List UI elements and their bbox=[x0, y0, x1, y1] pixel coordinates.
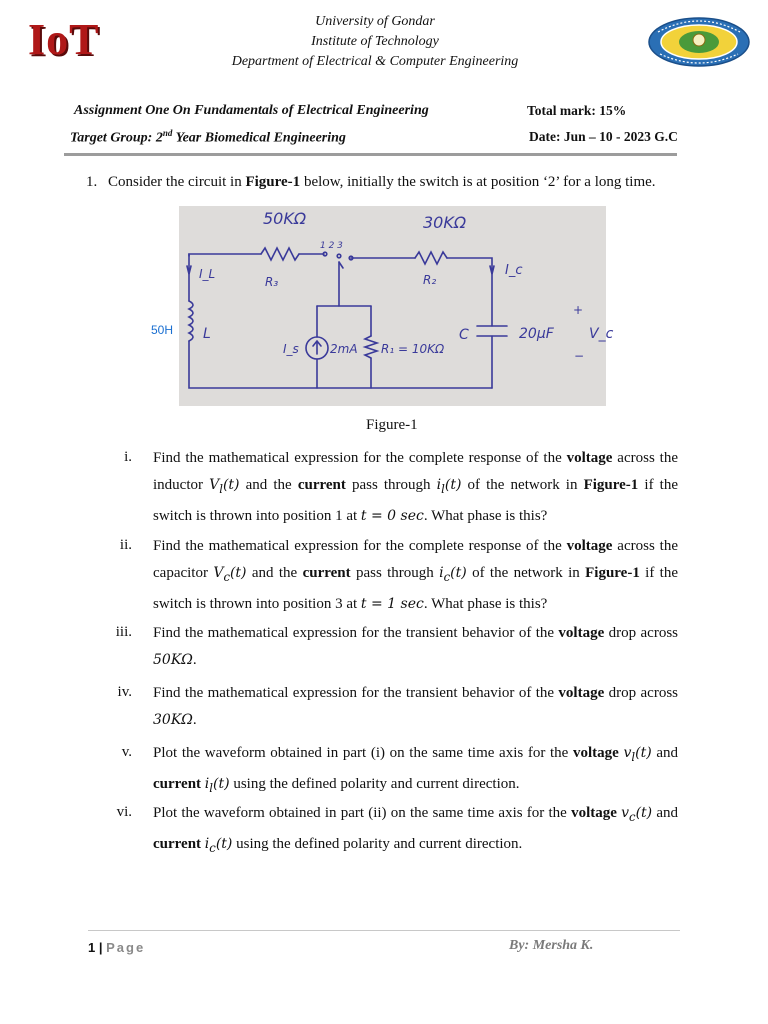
label-ic: I_c bbox=[505, 263, 523, 278]
math-symbol: i bbox=[204, 775, 210, 792]
item-text bbox=[153, 740, 678, 802]
item-number: ii. bbox=[119, 537, 132, 553]
department-name: Department of Electrical & Computer Engineering bbox=[231, 54, 519, 69]
target-group-suffix: Year Biomedical Engineering bbox=[172, 130, 346, 146]
text: drop across bbox=[604, 685, 679, 701]
institute-name: Institute of Technology bbox=[311, 34, 439, 49]
math-sub: l bbox=[219, 481, 223, 496]
text: and bbox=[651, 745, 678, 761]
emphasis: current bbox=[297, 477, 346, 493]
text: and the bbox=[239, 477, 298, 493]
math-sub: c bbox=[443, 569, 451, 584]
emphasis: current bbox=[153, 775, 202, 792]
math-tail: (t) bbox=[450, 565, 467, 581]
footer-divider bbox=[88, 930, 680, 931]
math-sub: c bbox=[209, 840, 216, 855]
label-inductor-name: L bbox=[203, 326, 211, 342]
math-il bbox=[436, 477, 462, 496]
emphasis: Figure-1 bbox=[585, 565, 640, 581]
question-text-before: Consider the circuit in bbox=[108, 174, 246, 190]
label-r3-name: R₃ bbox=[265, 275, 279, 289]
text: pass through bbox=[350, 565, 440, 581]
text: if the switch is thrown into position 3 at bbox=[153, 565, 679, 612]
text: across the capacitor bbox=[153, 538, 678, 581]
inductor-value-label: 50H bbox=[151, 323, 174, 337]
text: Plot the waveform obtained in part (ii) on the same time axis for the bbox=[153, 805, 572, 821]
item-text bbox=[153, 680, 678, 734]
date: Date: Jun – 10 - 2023 G.C bbox=[529, 129, 678, 144]
item-text bbox=[153, 533, 678, 618]
math-tail: (t) bbox=[215, 835, 233, 852]
label-plus: + bbox=[573, 303, 584, 317]
math-vl bbox=[209, 477, 240, 496]
text: of the network in bbox=[466, 565, 586, 581]
math-symbol: i bbox=[204, 835, 210, 852]
emphasis: voltage bbox=[558, 685, 605, 701]
page-number-value: 1 bbox=[88, 940, 96, 955]
text: if the switch is thrown into position 1 at bbox=[153, 477, 679, 524]
math-vc bbox=[621, 805, 653, 824]
emphasis: voltage bbox=[571, 805, 617, 821]
item-number: vi. bbox=[116, 804, 132, 820]
math-time: t = 1 sec bbox=[360, 595, 424, 612]
text: . bbox=[192, 652, 197, 668]
circuit-diagram bbox=[179, 206, 614, 406]
label-cap-name: C bbox=[459, 327, 469, 343]
emphasis: voltage bbox=[566, 538, 613, 554]
label-r2-name: R₂ bbox=[423, 273, 437, 287]
math-ic bbox=[439, 565, 467, 584]
text: Plot the waveform obtained in part (i) on the same time axis for the bbox=[153, 745, 573, 761]
math-tail: (t) bbox=[635, 745, 652, 761]
math-sub: c bbox=[629, 809, 636, 824]
math-resistance: 50KΩ bbox=[153, 652, 193, 668]
emphasis: current bbox=[302, 565, 351, 581]
page-word: Page bbox=[106, 940, 146, 955]
university-seal-icon bbox=[648, 16, 750, 68]
target-group-sup: nd bbox=[162, 128, 173, 138]
emphasis: voltage bbox=[566, 450, 613, 466]
text: Find the mathematical expression for the transient behavior of the bbox=[153, 685, 559, 701]
text: . bbox=[192, 712, 197, 728]
item-text bbox=[153, 620, 678, 674]
label-is-value: 2mA bbox=[330, 342, 358, 356]
text: and bbox=[652, 805, 678, 821]
question-number: 1. bbox=[86, 174, 98, 190]
text: Find the mathematical expression for the transient behavior of the bbox=[153, 625, 559, 641]
figure-reference: Figure-1 bbox=[245, 174, 301, 190]
page-number bbox=[88, 940, 145, 955]
assignment-title: Assignment One On Fundamentals of Electrical Engineering bbox=[74, 103, 429, 118]
page-separator: | bbox=[95, 940, 107, 955]
emphasis: current bbox=[153, 835, 202, 852]
question-text bbox=[108, 174, 656, 191]
item-number: i. bbox=[124, 449, 132, 465]
math-vl bbox=[623, 745, 652, 764]
math-sub: l bbox=[441, 481, 445, 496]
label-is: I_s bbox=[283, 342, 299, 356]
math-tail: (t) bbox=[222, 477, 240, 493]
math-symbol: i bbox=[436, 477, 442, 493]
math-sub: c bbox=[223, 569, 230, 584]
emphasis: Figure-1 bbox=[583, 477, 639, 493]
university-name: University of Gondar bbox=[315, 14, 435, 29]
math-tail: (t) bbox=[635, 805, 653, 821]
label-r1: R₁ = 10KΩ bbox=[381, 342, 445, 356]
text: Find the mathematical expression for the complete response of the bbox=[153, 450, 567, 466]
text: . What phase is this? bbox=[423, 507, 548, 524]
math-symbol: i bbox=[439, 565, 444, 581]
text: . What phase is this? bbox=[423, 595, 548, 612]
math-symbol: V bbox=[209, 477, 220, 493]
item-text bbox=[153, 800, 678, 862]
math-symbol: V bbox=[213, 565, 224, 581]
math-symbol: v bbox=[623, 745, 632, 761]
emphasis: voltage bbox=[572, 745, 619, 761]
math-tail: (t) bbox=[444, 477, 462, 493]
total-mark: Total mark: 15% bbox=[527, 103, 627, 118]
item-text bbox=[153, 445, 678, 530]
math-sub: l bbox=[209, 780, 214, 795]
math-tail: (t) bbox=[229, 565, 247, 581]
text: and the bbox=[246, 565, 303, 581]
math-il bbox=[204, 775, 230, 795]
math-symbol: v bbox=[621, 805, 630, 821]
item-number: v. bbox=[121, 744, 132, 760]
question-text-after: below, initially the switch is at position ‘2’ for a long time. bbox=[300, 174, 656, 190]
target-group-prefix: Target Group: 2 bbox=[70, 130, 163, 146]
math-resistance: 30KΩ bbox=[153, 712, 193, 728]
institution-header bbox=[190, 12, 560, 72]
item-number: iv. bbox=[117, 684, 132, 700]
text: of the network in bbox=[461, 477, 584, 493]
label-r3-value: 50KΩ bbox=[263, 209, 307, 228]
label-cap-value: 20μF bbox=[519, 326, 554, 342]
author: By: Mersha K. bbox=[509, 938, 594, 953]
label-switch-positions: 1 2 3 bbox=[320, 241, 343, 251]
item-number: iii. bbox=[115, 624, 132, 640]
iot-logo: IoT bbox=[28, 15, 100, 64]
text: pass through bbox=[345, 477, 437, 493]
emphasis: voltage bbox=[558, 625, 605, 641]
math-ic bbox=[204, 835, 233, 855]
math-sub: l bbox=[631, 749, 636, 764]
label-vc: V_c bbox=[589, 326, 614, 342]
text: using the defined polarity and current direction. bbox=[232, 835, 523, 852]
math-tail: (t) bbox=[213, 775, 230, 792]
text: across the inductor bbox=[153, 450, 678, 493]
header-divider bbox=[64, 153, 677, 156]
label-r2-value: 30KΩ bbox=[423, 213, 467, 232]
figure-caption: Figure-1 bbox=[366, 417, 418, 433]
label-minus: − bbox=[574, 349, 585, 363]
text: Find the mathematical expression for the complete response of the bbox=[153, 538, 567, 554]
text: drop across bbox=[604, 625, 679, 641]
target-group bbox=[70, 128, 346, 147]
math-vc bbox=[213, 565, 247, 584]
text: using the defined polarity and current direction. bbox=[229, 775, 520, 792]
math-time: t = 0 sec bbox=[360, 507, 424, 524]
label-il: I_L bbox=[199, 267, 216, 281]
